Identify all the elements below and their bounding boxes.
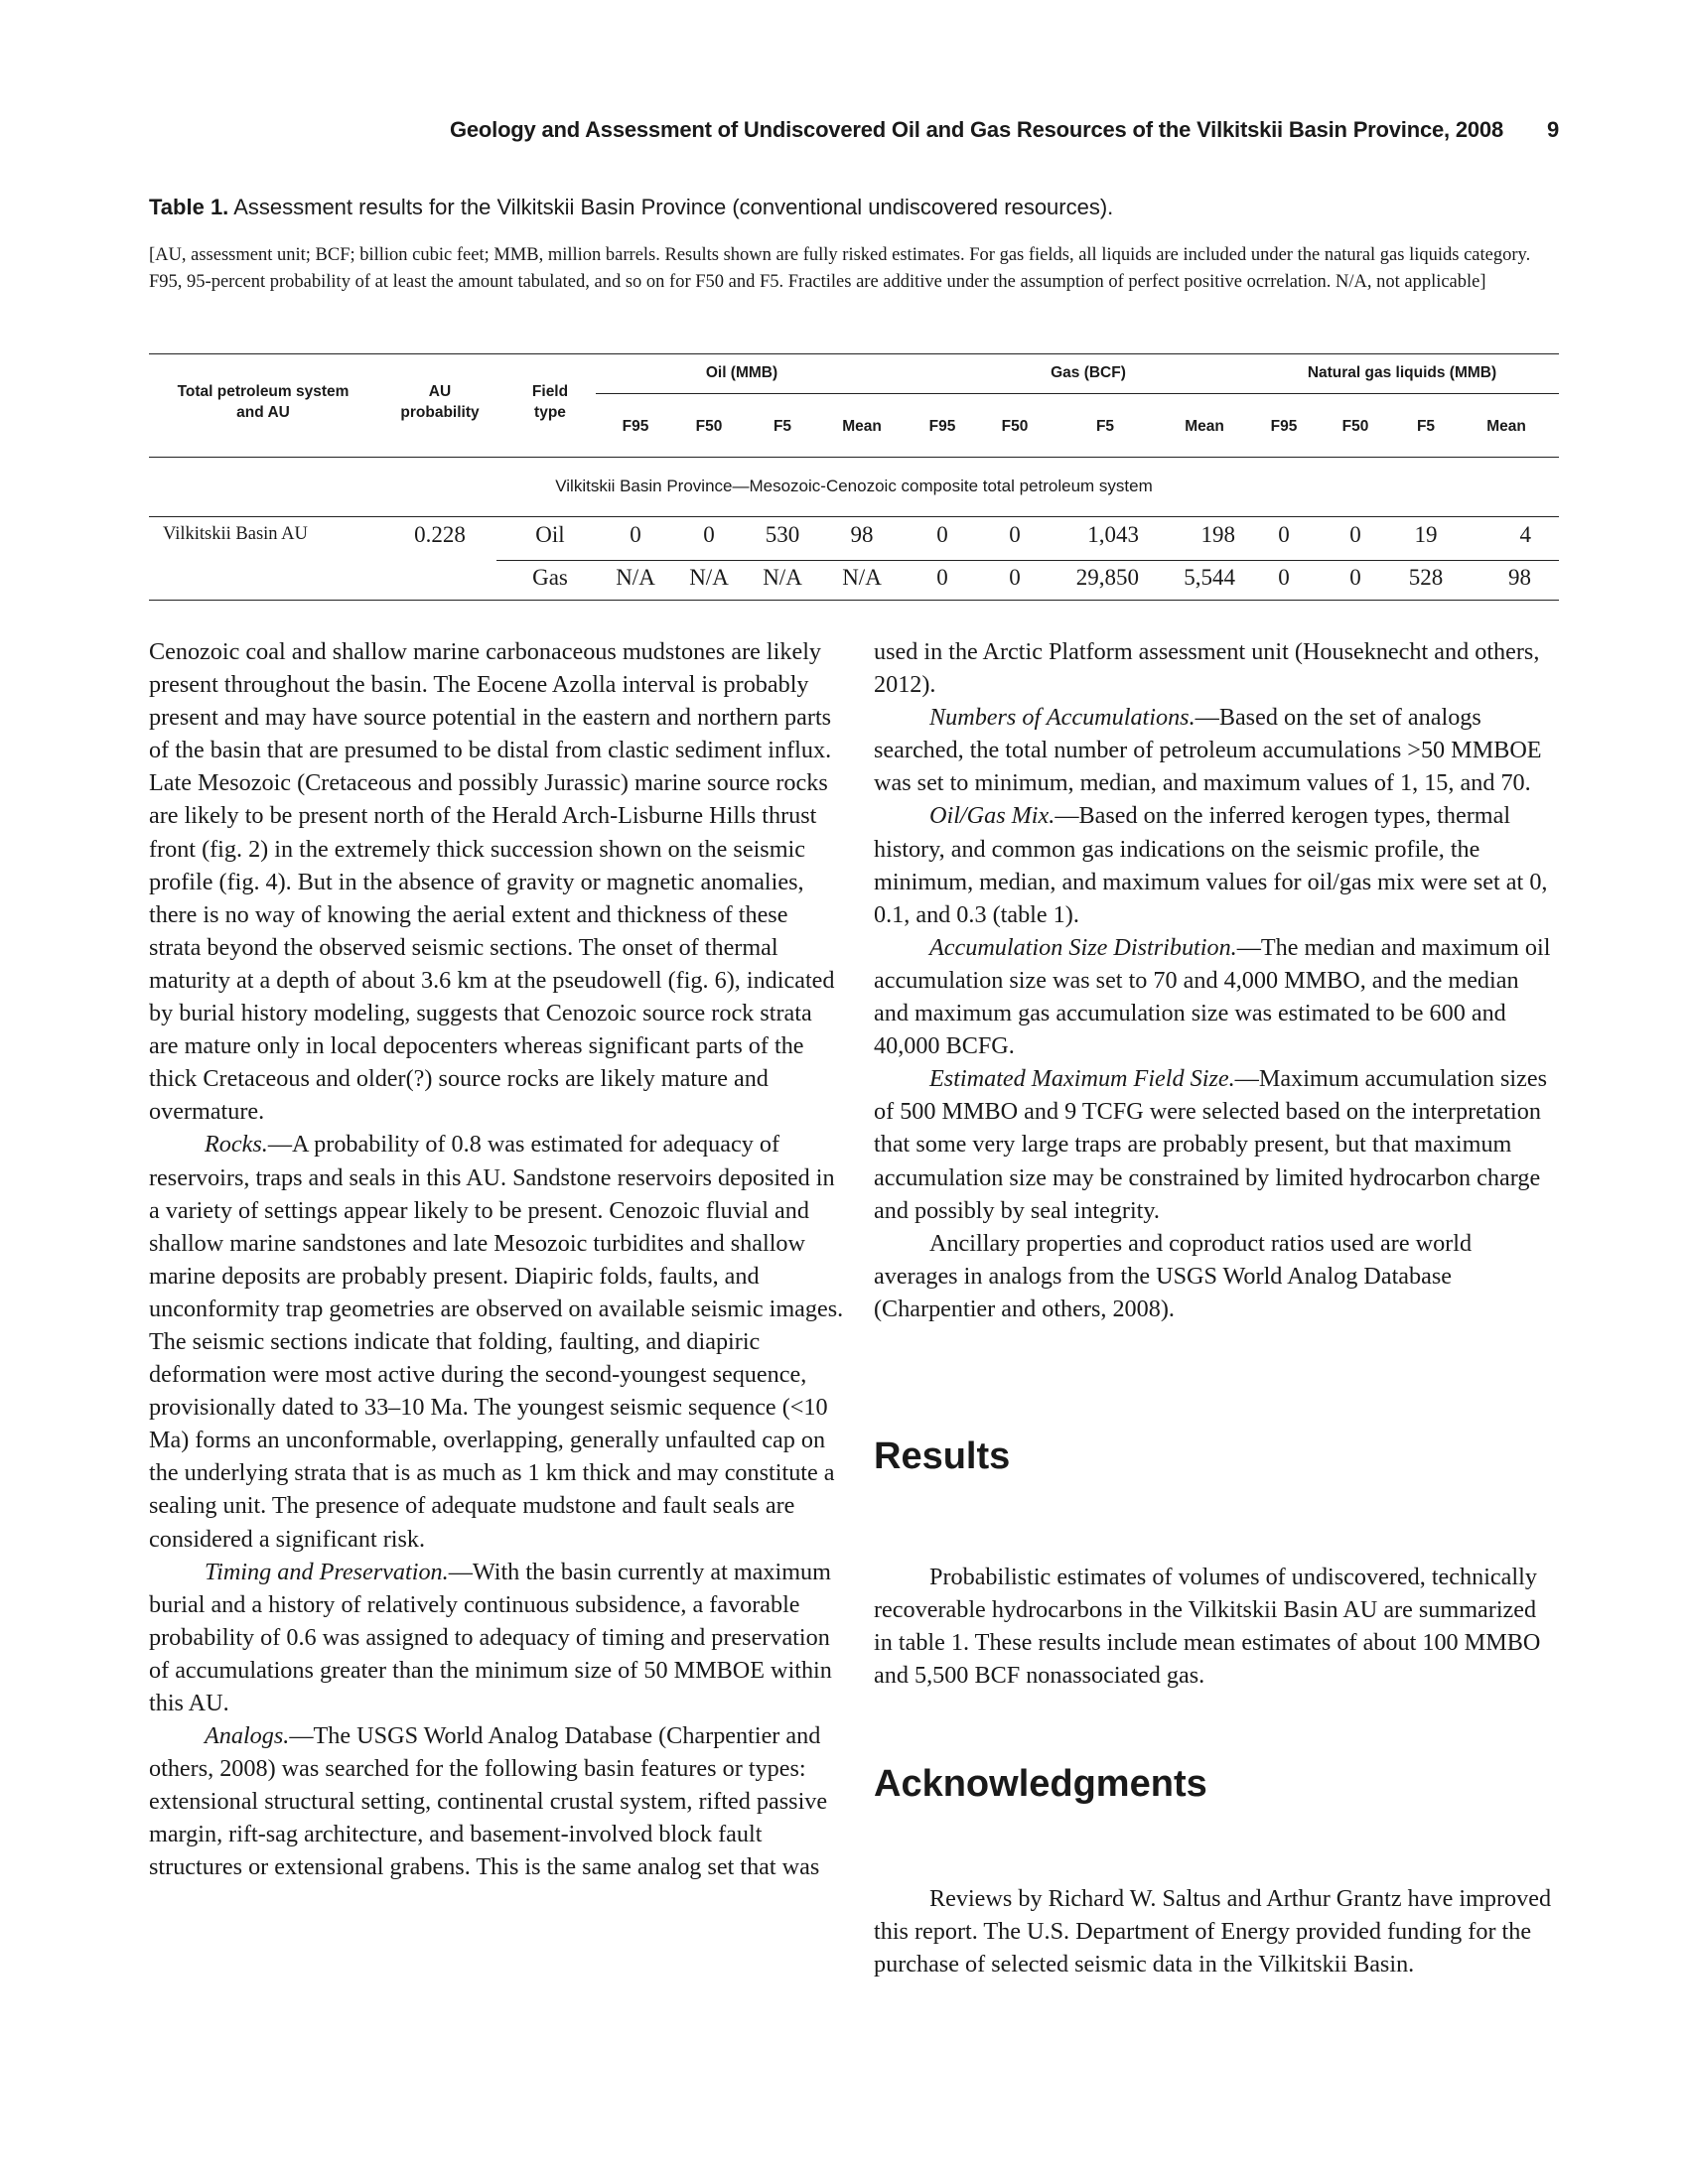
results-table	[149, 353, 1559, 612]
paragraph: Rocks.—A probability of 0.8 was estimated for adequacy of reservoirs, traps and seals in this AU. Sandstone reservoirs deposited in a variety of settings appear likely to be present. Cenozoic fluvial and shallow marine sandstones and late Mesozoic turbidites and shallow marine deposits are probably present. Diapiric folds, faults, and unconformity trap geometries are observed on available seismic images. The seismic sections indicate that folding, faulting, and diapiric deformation were most active during the second-youngest sequence, provisionally dated to 33–10 Ma. The youngest seismic sequence (<10 Ma) forms an unconformable, overlapping, generally unfaulted cap on the underlying strata that is as much as 1 km thick and may constitute a sealing unit. The presence of adequate mudstone and fault seals are considered a significant risk.	[149, 1131, 844, 1553]
col-header-field-type: Field type	[531, 383, 569, 421]
right-column	[874, 635, 1559, 1325]
table-caption	[149, 195, 1539, 220]
results-section	[874, 1561, 1559, 1692]
fractile-header: F50	[695, 418, 723, 435]
paragraph: Accumulation Size Distribution.—The median and maximum oil accumulation size was set to 70 and 4,000 MMBO, and the median and maximum gas accumulation size was estimated to be 600 and 40,000 BCFG.	[874, 933, 1551, 1060]
table-cell: 0	[703, 522, 715, 547]
table-cell: 0	[630, 522, 641, 547]
table-subheading: Vilkitskii Basin Province—Mesozoic-Cenozoic composite total petroleum system	[555, 477, 1153, 495]
paragraph: Timing and Preservation.—With the basin currently at maximum burial and a history of relatively continuous subsidence, a favorable probability of 0.6 was assigned to adequacy of timing and preservation of accumulations greater than the minimum size of 50 MMBOE within this AU.	[149, 1558, 832, 1716]
results-heading: Results	[874, 1435, 1011, 1477]
table-cell: 0	[936, 522, 948, 547]
table-caption-text: Assessment results for the Vilkitskii Basin Province (conventional undiscovered resources).	[233, 195, 1114, 219]
table-cell: 0	[936, 565, 948, 590]
table-cell: 198	[1200, 522, 1235, 547]
table-cell: 0	[1009, 522, 1021, 547]
fractile-header: F95	[622, 418, 649, 435]
paragraph: Cenozoic coal and shallow marine carbonaceous mudstones are likely present throughout the basin. The Eocene Azolla interval is probably present and may have source potential in the eastern and northern parts of the basin that are presumed to be distal from clastic sediment influx. Late Mesozoic (Cretaceous and possibly Jurassic) marine source rocks are likely to be present north of the Herald Arch-Lisburne Hills thrust front (fig. 2) in the extremely thick succession shown on the seismic profile (fig. 4). But in the absence of gravity or magnetic anomalies, there is no way of knowing the aerial extent and thickness of these strata beyond the observed seismic sections. The onset of thermal maturity at a depth of about 3.6 km at the pseudowell (fig. 6), indicated by burial history modeling, suggests that Cenozoic source rock strata are mature only in local depocenters whereas significant parts of the thick Cretaceous and older(?) source rocks are likely mature and overmature.	[149, 638, 835, 1126]
run-in-head: Accumulation Size Distribution.	[929, 933, 1237, 961]
paragraph: used in the Arctic Platform assessment unit (Houseknecht and others, 2012).	[874, 638, 1540, 699]
page-header	[149, 117, 1559, 157]
run-in-head: Numbers of Accumulations.	[929, 704, 1196, 732]
au-probability-cell: 0.228	[414, 522, 466, 547]
table-cell: 0	[1278, 522, 1290, 547]
acknowledgments-section	[874, 1882, 1559, 1980]
table-row-rule	[496, 560, 1559, 561]
field-type-cell: Gas	[532, 565, 568, 590]
table-group-rule	[596, 393, 1559, 394]
paragraph: Reviews by Richard W. Saltus and Arthur Grantz have improved this report. The U.S. Department of Energy provided funding for the purchase of selected seismic data in the Vilkitskii Basin.	[874, 1885, 1552, 1979]
table-cell: 0	[1009, 565, 1021, 590]
run-in-head: Rocks.	[205, 1131, 268, 1159]
table-bottom-rule	[149, 600, 1559, 601]
paragraph: Probabilistic estimates of volumes of undiscovered, technically recoverable hydrocarbons in the Vilkitskii Basin AU are summarized in table 1. These results include mean estimates of about 100 MMBO and 5,500 BCF nonassociated gas.	[874, 1564, 1541, 1690]
run-in-head: Timing and Preservation.	[205, 1558, 449, 1585]
table-cell: N/A	[842, 565, 882, 590]
table-cell: N/A	[689, 565, 729, 590]
au-name-cell: Vilkitskii Basin AU	[163, 524, 308, 544]
fractile-header: F50	[1001, 418, 1029, 435]
col-header-total-system: Total petroleum system and AU	[177, 383, 350, 421]
field-type-cell: Oil	[535, 522, 565, 547]
table-cell: N/A	[763, 565, 802, 590]
col-header-au-probability: AU probability	[400, 383, 480, 421]
table-top-rule	[149, 353, 1559, 354]
table-header-rule	[149, 457, 1559, 458]
table-cell: 528	[1408, 565, 1444, 590]
group-header-ngl: Natural gas liquids (MMB)	[1307, 364, 1497, 381]
table-subhead-rule	[149, 516, 1559, 517]
fractile-header: F5	[1416, 418, 1436, 435]
fractile-header: F95	[928, 418, 956, 435]
table-note: [AU, assessment unit; BCF; billion cubic feet; MMB, million barrels. Results shown are fully risked estimates. For gas fields, all liquids are included under the natural gas liquids category. F95, 95-percent probability of at least the amount tabulated, and so on for F50 and F5. Fractiles are additive under the assumption of perfect positive ocrrelation. N/A, not applicable]	[149, 245, 1531, 292]
table-cell: 0	[1349, 565, 1361, 590]
paragraph: Ancillary properties and coproduct ratios used are world averages in analogs from the USGS World Analog Database (Charpentier and others, 2008).	[874, 1229, 1473, 1322]
run-in-head: Oil/Gas Mix.	[929, 802, 1055, 830]
table-cell: 1,043	[1087, 522, 1139, 547]
table-cell: 5,544	[1184, 565, 1235, 590]
fractile-header: F5	[1095, 418, 1115, 435]
run-in-head: Analogs.	[205, 1722, 290, 1750]
group-header-gas: Gas (BCF)	[1051, 364, 1126, 381]
table-caption-label: Table 1.	[149, 195, 229, 219]
table-cell: 19	[1414, 522, 1438, 547]
paragraph: Analogs.—The USGS World Analog Database (Charpentier and others, 2008) was searched for the following basin features or types: extensional structural setting, continental crustal system, rifted passive margin, rift-sag architecture, and basement-involved block fault structures or extensional grabens. This is the same analog set that was	[149, 1722, 828, 1881]
fractile-header: F5	[773, 418, 792, 435]
fractile-header: Mean	[842, 418, 882, 435]
paragraph: Oil/Gas Mix.—Based on the inferred kerogen types, thermal history, and common gas indications on the seismic profile, the minimum, median, and maximum values for oil/gas mix were set at 0, 0.1, and 0.3 (table 1).	[874, 802, 1548, 928]
fractile-header: Mean	[1185, 418, 1224, 435]
fractile-header: Mean	[1486, 418, 1526, 435]
table-cell: 98	[850, 522, 874, 547]
table-cell: 98	[1508, 565, 1531, 590]
table-cell: 0	[1278, 565, 1290, 590]
run-in-head: Estimated Maximum Field Size.	[929, 1065, 1235, 1093]
left-column	[149, 635, 844, 1884]
table-cell: 530	[765, 522, 800, 547]
running-title: Geology and Assessment of Undiscovered Oil and Gas Resources of the Vilkitskii Basin Province, 2008	[449, 117, 1503, 142]
fractile-header: F50	[1341, 418, 1369, 435]
table-cell: 29,850	[1075, 565, 1139, 590]
group-header-oil: Oil (MMB)	[705, 364, 778, 381]
table-cell: N/A	[616, 565, 655, 590]
acknowledgments-heading: Acknowledgments	[874, 1763, 1207, 1805]
page-number: 9	[1546, 117, 1559, 142]
table-cell: 4	[1519, 522, 1531, 547]
fractile-header: F95	[1270, 418, 1298, 435]
table-cell: 0	[1349, 522, 1361, 547]
paragraph: Estimated Maximum Field Size.—Maximum accumulation sizes of 500 MMBO and 9 TCFG were selected based on the interpretation that some very large traps are probably present, but that maximum accumulation size may be constrained by limited hydrocarbon charge and possibly by seal integrity.	[874, 1065, 1548, 1224]
paragraph: Numbers of Accumulations.—Based on the set of analogs searched, the total number of petroleum accumulations >50 MMBOE was set to minimum, median, and maximum values of 1, 15, and 70.	[874, 704, 1542, 797]
